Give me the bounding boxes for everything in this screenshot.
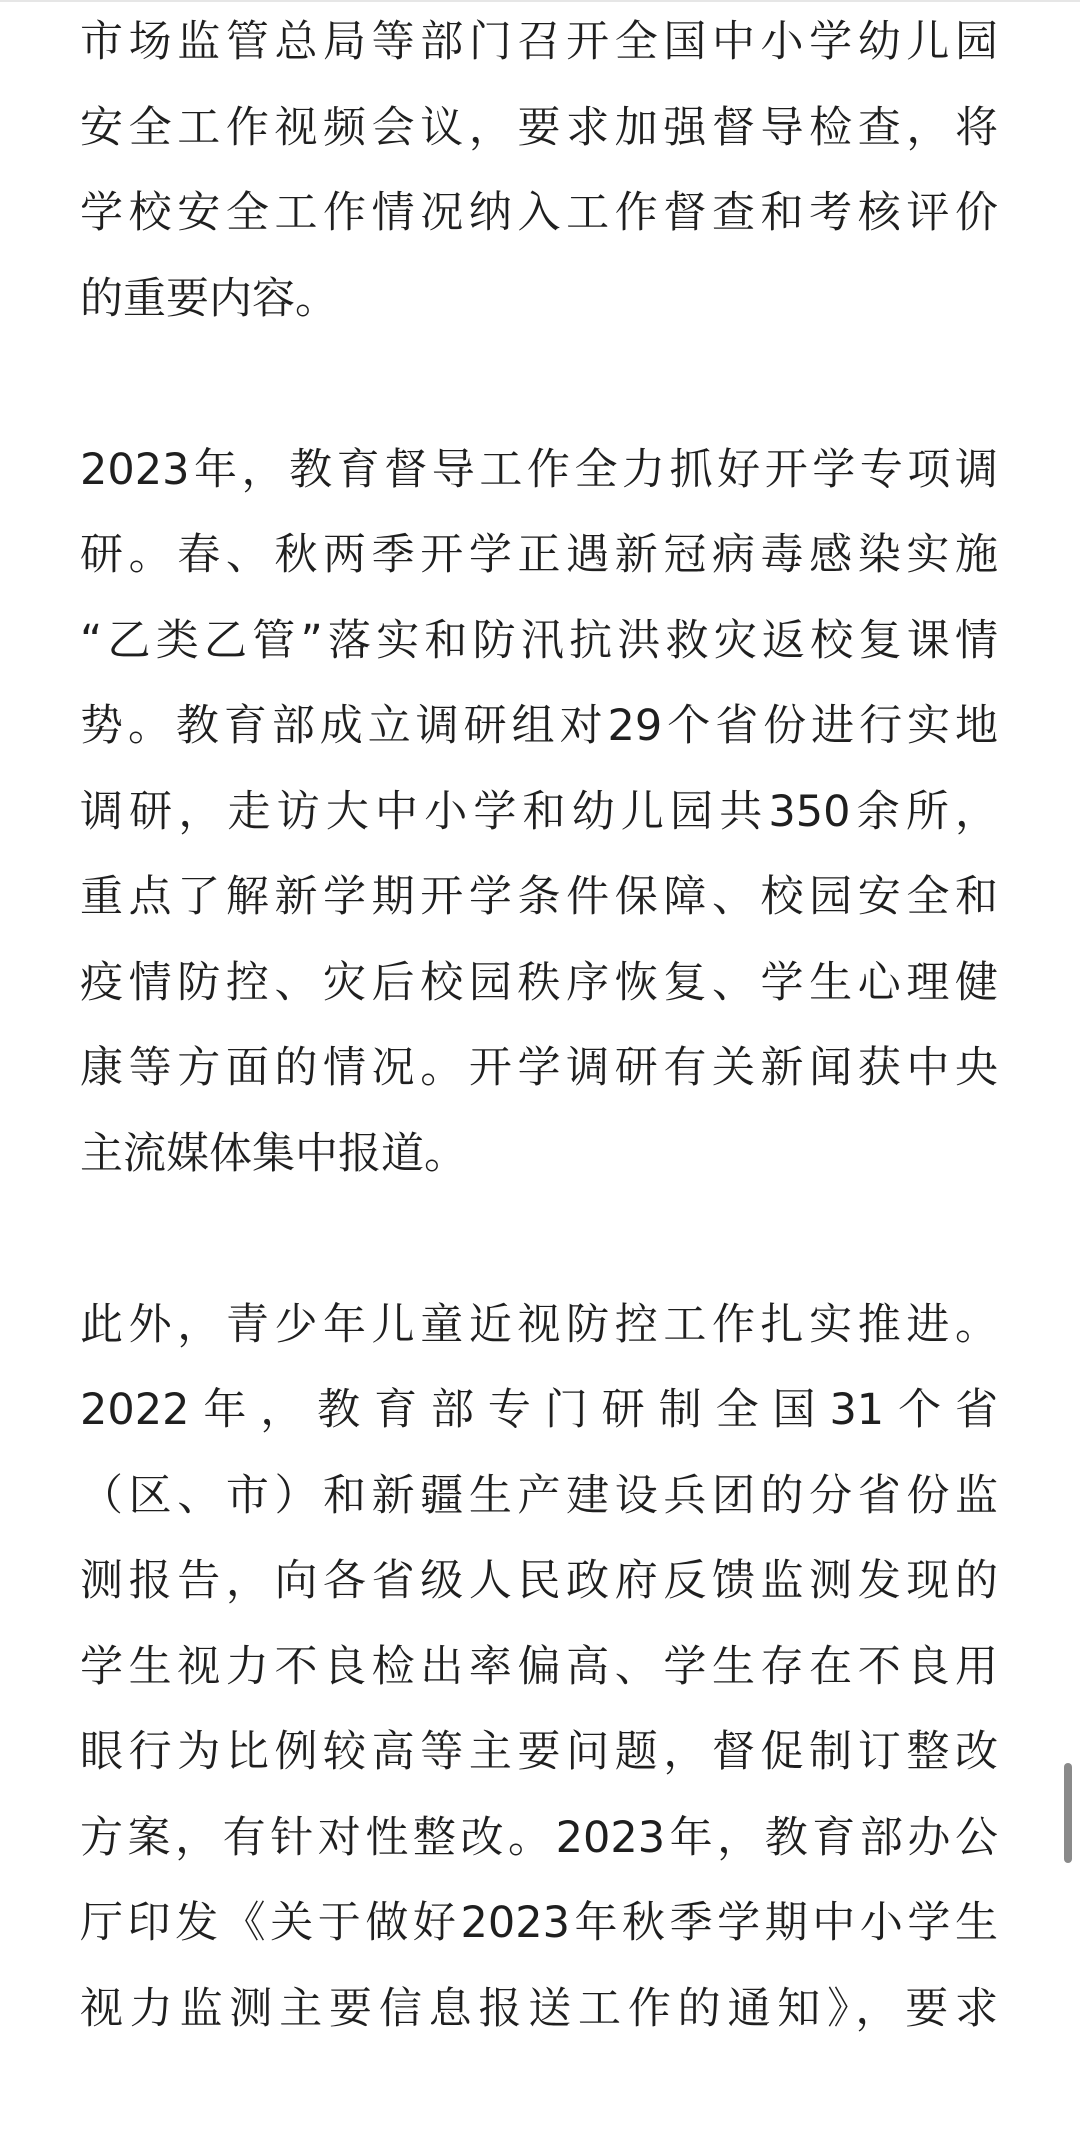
paragraph-1 — [80, 0, 998, 342]
text-line: 眼行为比例较高等主要问题，督促制订整改 — [80, 1727, 998, 1777]
text-line: 的重要内容。 — [80, 273, 338, 324]
text-line: 视力监测主要信息报送工作的通知》，要求 — [80, 1983, 998, 2034]
text-line: 学校安全工作情况纳入工作督查和考核评价 — [80, 188, 998, 238]
text-line: 测报告，向各省级人民政府反馈监测发现的 — [80, 1556, 998, 1606]
text-line: 主流媒体集中报道。 — [80, 1128, 467, 1179]
text-line: 学生视力不良检出率偏高、学生存在不良用 — [80, 1641, 998, 1692]
text-line: 安全工作视频会议，要求加强督导检查，将 — [80, 102, 998, 153]
text-line: 厅印发《关于做好2023年秋季学期中小学生 — [80, 1898, 998, 1948]
text-line: 方案，有针对性整改。2023年，教育部办公 — [80, 1812, 998, 1863]
text-line: “乙类乙管”落实和防汛抗洪救灾返校复课情 — [80, 615, 998, 666]
text-line: 此外，青少年儿童近视防控工作扎实推进。 — [80, 1299, 998, 1350]
text-line: 康等方面的情况。开学调研有关新闻获中央 — [80, 1043, 998, 1093]
text-line: 2022年，教育部专门研制全国31个省 — [80, 1385, 998, 1435]
text-line: 2023年，教育督导工作全力抓好开学专项调 — [80, 444, 998, 495]
paragraph-2 — [80, 428, 998, 1198]
text-line: （区、市）和新疆生产建设兵团的分省份监 — [80, 1470, 998, 1521]
paragraph-3 — [80, 1283, 998, 2053]
text-line: 研。春、秋两季开学正遇新冠病毒感染实施 — [80, 530, 998, 580]
text-line: 重点了解新学期开学条件保障、校园安全和 — [80, 872, 998, 922]
text-line: 势。教育部成立调研组对29个省份进行实地 — [80, 701, 998, 751]
text-line: 疫情防控、灾后校园秩序恢复、学生心理健 — [80, 957, 998, 1008]
scrollbar-thumb[interactable] — [1064, 1763, 1072, 1863]
text-line: 调研，走访大中小学和幼儿园共350余所， — [80, 786, 998, 837]
text-line: 市场监管总局等部门召开全国中小学幼儿园 — [80, 17, 998, 67]
vertical-scrollbar[interactable] — [1060, 0, 1080, 2027]
article-body — [80, 0, 998, 2138]
